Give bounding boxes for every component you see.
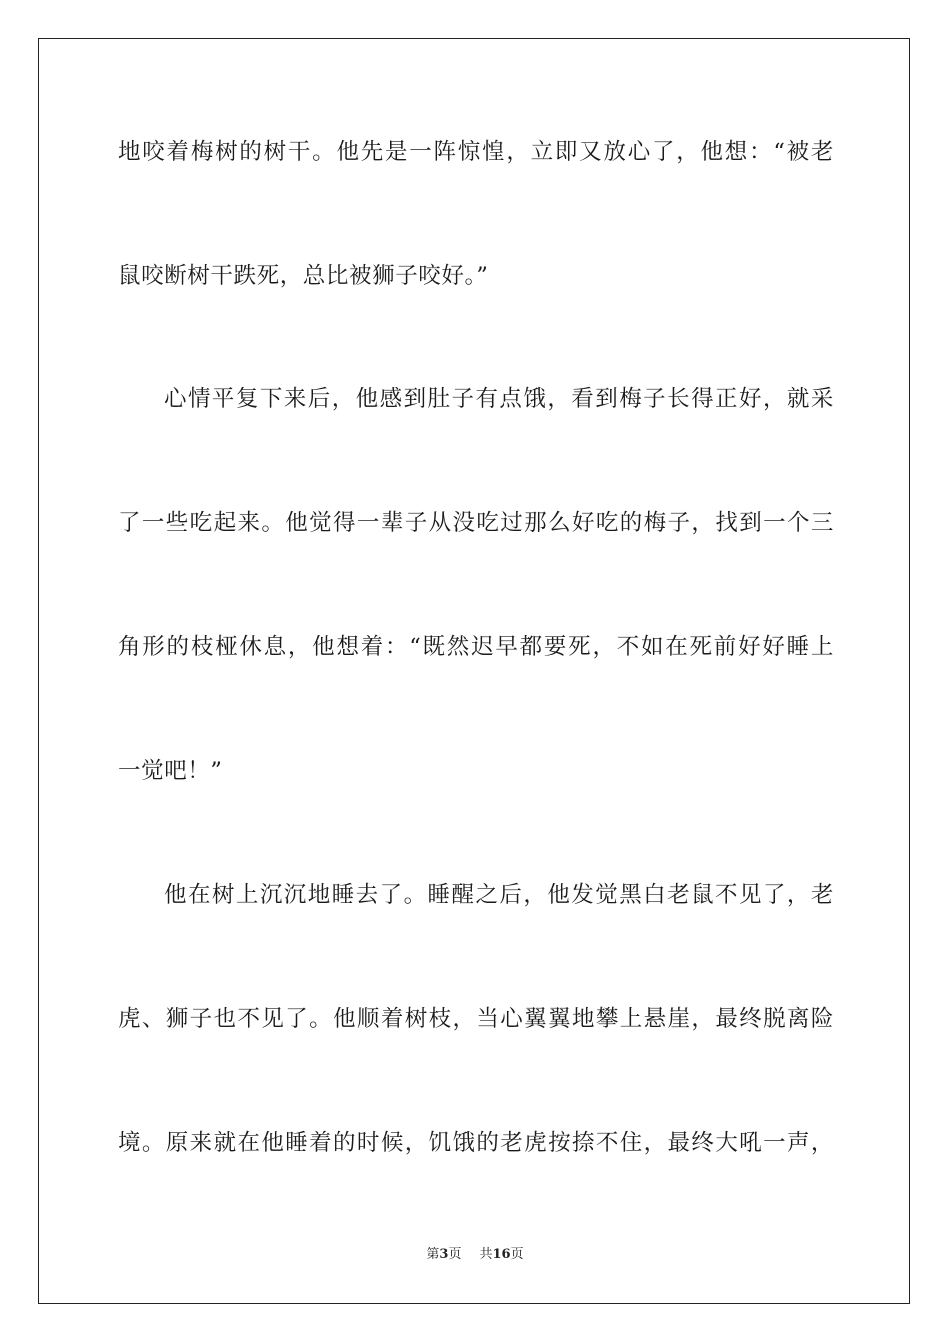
text-line: 他在树上沉沉地睡去了。睡醒之后，他发觉黑白老鼠不见了，老 [164, 882, 834, 908]
page-number: 3 [439, 1247, 449, 1262]
page-number-prefix: 第 [426, 1247, 440, 1262]
text-line: 鼠咬断树干跌死，总比被狮子咬好。” [118, 263, 489, 289]
page-number-suffix: 页 [448, 1247, 462, 1262]
text-line: 了一些吃起来。他觉得一辈子从没吃过那么好吃的梅子，找到一个三 [118, 510, 834, 536]
total-pages: 16 [492, 1247, 511, 1262]
text-line: 境。原来就在他睡着的时候，饥饿的老虎按捺不住，最终大吼一声， [118, 1130, 834, 1156]
text-line: 心情平复下来后，他感到肚子有点饿，看到梅子长得正好，就采 [164, 386, 834, 412]
text-line: 一觉吧！” [118, 758, 223, 784]
text-line: 地咬着梅树的树干。他先是一阵惊惶，立即又放心了，他想：“被老 [118, 139, 834, 165]
total-pages-suffix: 页 [510, 1247, 524, 1262]
page-footer [0, 1246, 950, 1264]
text-line: 虎、狮子也不见了。他顺着树枝，当心翼翼地攀上悬崖，最终脱离险 [118, 1006, 834, 1032]
total-pages-prefix: 共 [479, 1247, 493, 1262]
page-border [38, 38, 910, 1304]
text-line: 角形的枝桠休息，他想着：“既然迟早都要死，不如在死前好好睡上 [118, 634, 834, 660]
